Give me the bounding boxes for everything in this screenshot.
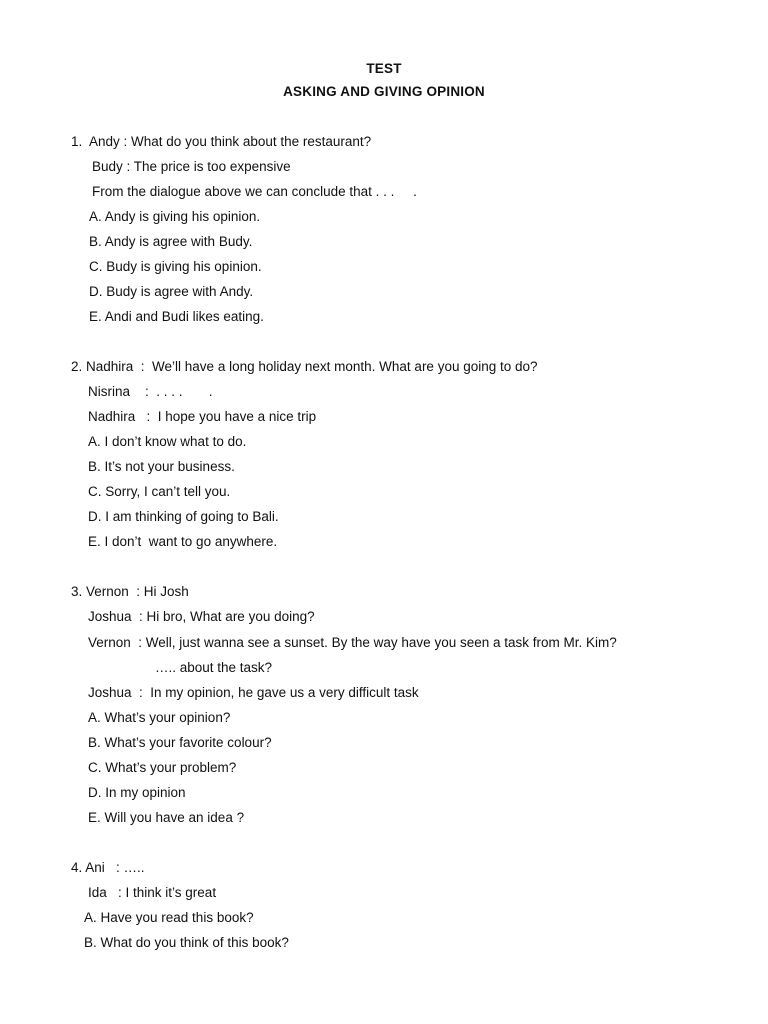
document-title: TEST — [366, 61, 402, 76]
question-2-dialogue-line: Nadhira : I hope you have a nice trip — [88, 409, 317, 424]
question-2-option-d: D. I am thinking of going to Bali. — [88, 509, 279, 524]
question-2-option-b: B. It’s not your business. — [88, 459, 235, 474]
question-3-dialogue-line: 3. Vernon : Hi Josh — [71, 584, 189, 599]
question-4-dialogue-line: 4. Ani : ….. — [71, 860, 145, 875]
question-3-option-e: E. Will you have an idea ? — [88, 810, 245, 825]
question-4-option-a: A. Have you read this book? — [84, 910, 254, 925]
question-3-option-b: B. What’s your favorite colour? — [88, 735, 272, 750]
question-1-prompt: From the dialogue above we can conclude that . . . . — [92, 184, 417, 199]
question-4-option-b: B. What do you think of this book? — [84, 935, 289, 950]
question-4-dialogue-line: Ida : I think it’s great — [88, 885, 217, 900]
question-1-option-a: A. Andy is giving his opinion. — [89, 209, 261, 224]
question-1-option-e: E. Andi and Budi likes eating. — [89, 309, 264, 324]
question-1-dialogue-line: 1. Andy : What do you think about the restaurant? — [71, 134, 372, 149]
question-1-option-c: C. Budy is giving his opinion. — [89, 259, 262, 274]
question-3-dialogue-line: Joshua : In my opinion, he gave us a very difficult task — [88, 685, 419, 700]
document-subtitle: ASKING AND GIVING OPINION — [283, 84, 485, 99]
question-2-dialogue-line: 2. Nadhira : We’ll have a long holiday next month. What are you going to do? — [71, 359, 538, 374]
question-3-dialogue-line: ….. about the task? — [155, 660, 273, 675]
question-2-option-a: A. I don’t know what to do. — [88, 434, 247, 449]
question-1-dialogue-line: Budy : The price is too expensive — [92, 159, 291, 174]
question-3-dialogue-line: Joshua : Hi bro, What are you doing? — [88, 609, 315, 624]
question-2-option-c: C. Sorry, I can’t tell you. — [88, 484, 231, 499]
question-3-option-a: A. What’s your opinion? — [88, 710, 231, 725]
question-3-option-c: C. What’s your problem? — [88, 760, 237, 775]
question-2-option-e: E. I don’t want to go anywhere. — [88, 534, 278, 549]
question-3-option-d: D. In my opinion — [88, 785, 186, 800]
question-2-dialogue-line: Nisrina : . . . . . — [88, 384, 213, 399]
question-1-option-b: B. Andy is agree with Budy. — [89, 234, 253, 249]
question-3-dialogue-line: Vernon : Well, just wanna see a sunset. By the way have you seen a task from Mr. Kim? — [88, 635, 617, 650]
question-1-option-d: D. Budy is agree with Andy. — [89, 284, 254, 299]
